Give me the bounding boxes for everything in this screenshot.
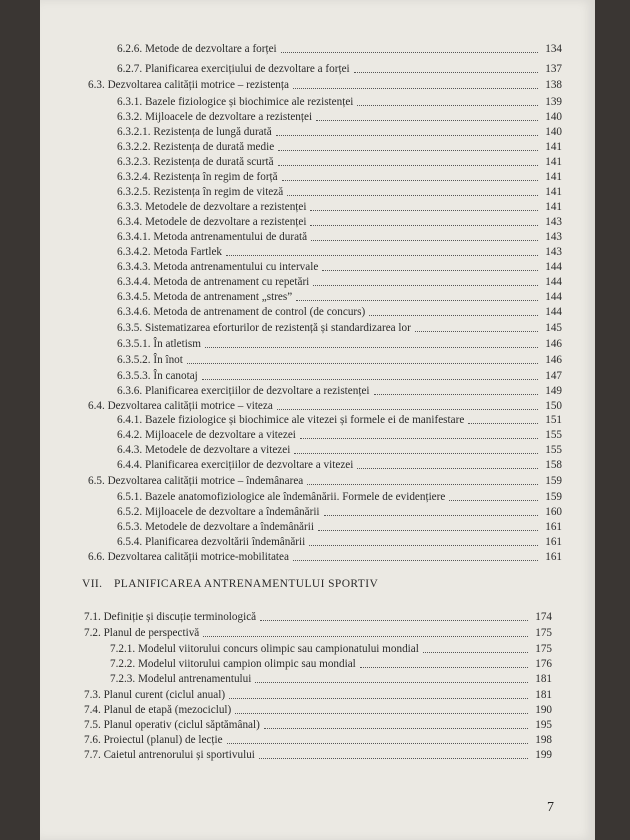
dot-leader [259, 758, 528, 759]
dot-leader [294, 453, 538, 454]
toc-entry [117, 42, 562, 57]
toc-entry-page: 147 [545, 370, 562, 382]
toc-entry [84, 733, 552, 748]
toc-entry-page: 175 [535, 643, 552, 655]
toc-entry [117, 95, 562, 110]
toc-entry [110, 642, 552, 657]
toc-entry-page: 138 [545, 79, 562, 91]
toc-entry [117, 321, 562, 336]
toc-entry-page: 159 [545, 475, 562, 487]
toc-entry-page: 155 [545, 429, 562, 441]
dot-leader [260, 620, 528, 621]
toc-entry-page: 140 [545, 126, 562, 138]
toc-entry-page: 198 [535, 734, 552, 746]
toc-entry [117, 535, 562, 550]
dot-leader [310, 225, 538, 226]
dot-leader [307, 484, 538, 485]
dot-leader [311, 240, 538, 241]
toc-entry [117, 245, 562, 260]
toc-entry-page: 161 [545, 521, 562, 533]
chapter-title: PLANIFICAREA ANTRENAMENTULUI SPORTIV [114, 578, 379, 590]
toc-entry [117, 505, 562, 520]
toc-entry-title: 7.1. Definiție și discuție terminologică [84, 611, 257, 623]
toc-entry [117, 275, 562, 290]
toc-entry-page: 181 [535, 673, 552, 685]
toc-entry-title: 6.4. Dezvoltarea calității motrice – viteza [88, 400, 273, 412]
toc-entry-page: 175 [535, 627, 552, 639]
dot-leader [255, 682, 528, 683]
toc-entry [117, 185, 562, 200]
toc-entry [117, 170, 562, 185]
toc-entry [84, 718, 552, 733]
toc-entry [84, 610, 552, 625]
toc-entry [84, 688, 552, 703]
toc-entry [117, 200, 562, 215]
dot-leader [229, 698, 528, 699]
toc-entry-title: 6.3.4.3. Metoda antrenamentului cu intervale [117, 261, 319, 273]
toc-entry-title: 6.4.3. Metodele de dezvoltare a vitezei [117, 444, 291, 456]
toc-entry-title: 6.6. Dezvoltarea calității motrice-mobilitatea [88, 551, 289, 563]
toc-entry-page: 141 [545, 171, 562, 183]
toc-entry [117, 305, 562, 320]
dot-leader [318, 530, 538, 531]
dot-leader [322, 270, 538, 271]
toc-entry-title: 6.3.4. Metodele de dezvoltare a rezistenței [117, 216, 307, 228]
dot-leader [300, 438, 538, 439]
dot-leader [293, 88, 538, 89]
toc-entry-title: 7.2. Planul de perspectivă [84, 627, 200, 639]
toc-entry [117, 443, 562, 458]
chapter-number: VII. [82, 578, 103, 590]
toc-entry-title: 6.3. Dezvoltarea calității motrice – rezistența [88, 79, 289, 91]
toc-entry-title: 6.3.2. Mijloacele de dezvoltare a rezistenței [117, 111, 313, 123]
book-page [40, 0, 595, 840]
toc-entry-page: 176 [535, 658, 552, 670]
toc-entry-page: 144 [545, 306, 562, 318]
toc-entry-page: 149 [545, 385, 562, 397]
toc-entry [117, 125, 562, 140]
dot-leader [354, 72, 538, 73]
toc-entry [117, 230, 562, 245]
toc-entry-page: 144 [545, 291, 562, 303]
dot-leader [313, 285, 538, 286]
toc-entry [117, 155, 562, 170]
toc-entry [117, 290, 562, 305]
toc-entry-page: 158 [545, 459, 562, 471]
toc-entry-title: 6.3.4.5. Metoda de antrenament „stres” [117, 291, 293, 303]
toc-entry-page: 150 [545, 400, 562, 412]
toc-entry-page: 151 [545, 414, 562, 426]
toc-entry-title: 6.3.1. Bazele fiziologice și biochimice ale rezistenței [117, 96, 354, 108]
toc-entry-title: 6.3.4.4. Metoda de antrenament cu repetări [117, 276, 310, 288]
dot-leader [227, 743, 528, 744]
toc-entry [117, 369, 562, 384]
toc-entry-title: 6.3.5.2. În înot [117, 354, 183, 366]
dot-leader [357, 105, 538, 106]
dot-leader [264, 728, 528, 729]
toc-entry-page: 137 [545, 63, 562, 75]
toc-entry-title: 7.7. Caietul antrenorului și sportivului [84, 749, 255, 761]
toc-entry [117, 260, 562, 275]
toc-entry [84, 748, 552, 763]
toc-entry [117, 458, 562, 473]
toc-entry-page: 181 [535, 689, 552, 701]
toc-entry-page: 174 [535, 611, 552, 623]
toc-entry [117, 413, 562, 428]
toc-entry [88, 78, 562, 93]
toc-entry-title: 7.3. Planul curent (ciclul anual) [84, 689, 226, 701]
toc-entry-title: 6.3.2.5. Rezistența în regim de viteză [117, 186, 284, 198]
toc-entry [117, 215, 562, 230]
toc-entry-page: 146 [545, 354, 562, 366]
toc-entry-title: 6.3.2.2. Rezistența de durată medie [117, 141, 275, 153]
toc-entry-page: 143 [545, 231, 562, 243]
dot-leader [293, 560, 538, 561]
toc-entry-page: 140 [545, 111, 562, 123]
toc-entry-page: 160 [545, 506, 562, 518]
dot-leader [287, 195, 538, 196]
toc-entry-page: 161 [545, 536, 562, 548]
toc-entry [110, 672, 552, 687]
toc-entry-page: 143 [545, 216, 562, 228]
toc-entry-title: 6.2.7. Planificarea exercițiului de dezvoltare a forței [117, 63, 350, 75]
dot-leader [187, 363, 538, 364]
toc-entry-title: 6.3.5. Sistematizarea eforturilor de rezistență și standardizarea lor [117, 322, 411, 334]
toc-entry-title: 6.3.2.1. Rezistența de lungă durată [117, 126, 272, 138]
toc-entry-title: 6.4.1. Bazele fiziologice și biochimice ale vitezei și formele ei de manifestare [117, 414, 465, 426]
page-number: 7 [547, 800, 554, 815]
dot-leader [415, 331, 538, 332]
toc-entry-title: 7.2.3. Modelul antrenamentului [110, 673, 252, 685]
toc-entry [117, 384, 562, 399]
toc-entry-page: 144 [545, 261, 562, 273]
toc-entry [88, 474, 562, 489]
toc-entry-title: 7.5. Planul operativ (ciclul săptămânal) [84, 719, 260, 731]
toc-entry [88, 399, 562, 414]
toc-entry-page: 141 [545, 186, 562, 198]
toc-entry-title: 6.5.3. Metodele de dezvoltare a îndemânării [117, 521, 314, 533]
toc-entry-page: 199 [535, 749, 552, 761]
dot-leader [202, 379, 538, 380]
toc-entry [117, 520, 562, 535]
dot-leader [205, 347, 538, 348]
dot-leader [276, 135, 538, 136]
toc-entry [117, 490, 562, 505]
toc-entry [84, 703, 552, 718]
dot-leader [374, 394, 538, 395]
toc-entry [117, 110, 562, 125]
toc-entry [117, 428, 562, 443]
toc-entry-title: 7.4. Planul de etapă (mezociclul) [84, 704, 232, 716]
toc-entry-title: 6.3.2.3. Rezistența de durată scurtă [117, 156, 274, 168]
toc-entry-page: 146 [545, 338, 562, 350]
toc-entry-title: 6.3.6. Planificarea exercițiilor de dezvoltare a rezistenței [117, 385, 370, 397]
toc-entry [117, 62, 562, 77]
toc-entry-title: 6.3.4.1. Metoda antrenamentului de durată [117, 231, 308, 243]
toc-entry-title: 6.5.2. Mijloacele de dezvoltare a îndemânării [117, 506, 320, 518]
toc-entry [117, 353, 562, 368]
toc-entry-page: 139 [545, 96, 562, 108]
toc-entry-page: 190 [535, 704, 552, 716]
dot-leader [324, 515, 538, 516]
dot-leader [369, 315, 538, 316]
dot-leader [278, 150, 538, 151]
dot-leader [235, 713, 528, 714]
toc-entry-page: 141 [545, 141, 562, 153]
toc-entry-page: 145 [545, 322, 562, 334]
toc-entry-title: 6.3.2.4. Rezistența în regim de forță [117, 171, 278, 183]
toc-entry-title: 6.5.4. Planificarea dezvoltării îndemânării [117, 536, 306, 548]
toc-entry-title: 6.2.6. Metode de dezvoltare a forței [117, 43, 277, 55]
toc-entry-title: 6.3.5.3. În canotaj [117, 370, 198, 382]
toc-entry-page: 144 [545, 276, 562, 288]
toc-entry [88, 550, 562, 565]
toc-entry-title: 6.3.5.1. În atletism [117, 338, 201, 350]
dot-leader [278, 165, 538, 166]
dot-leader [296, 300, 538, 301]
toc-entry-title: 6.4.2. Mijloacele de dezvoltare a vitezei [117, 429, 296, 441]
dot-leader [316, 120, 538, 121]
toc-entry [117, 140, 562, 155]
toc-entry-page: 195 [535, 719, 552, 731]
dot-leader [282, 180, 538, 181]
dot-leader [281, 52, 538, 53]
toc-entry-title: 7.6. Proiectul (planul) de lecție [84, 734, 223, 746]
dot-leader [309, 545, 538, 546]
chapter-heading [82, 578, 378, 590]
toc-entry-title: 6.5. Dezvoltarea calității motrice – îndemânarea [88, 475, 304, 487]
dot-leader [310, 210, 538, 211]
dot-leader [277, 409, 538, 410]
toc-entry-page: 141 [545, 201, 562, 213]
toc-entry-page: 141 [545, 156, 562, 168]
dot-leader [203, 636, 528, 637]
toc-entry-title: 7.2.1. Modelul viitorului concurs olimpic sau campionatului mondial [110, 643, 419, 655]
toc-entry-page: 134 [545, 43, 562, 55]
toc-entry-title: 6.4.4. Planificarea exercițiilor de dezvoltare a vitezei [117, 459, 354, 471]
toc-entry [84, 626, 552, 641]
toc-entry-page: 161 [545, 551, 562, 563]
toc-entry [110, 657, 552, 672]
toc-entry-page: 155 [545, 444, 562, 456]
dot-leader [360, 667, 528, 668]
dot-leader [357, 468, 538, 469]
dot-leader [423, 652, 528, 653]
toc-entry-title: 6.3.3. Metodele de dezvoltare a rezistenței [117, 201, 307, 213]
dot-leader [449, 500, 538, 501]
toc-entry-title: 6.3.4.6. Metoda de antrenament de control (de concurs) [117, 306, 366, 318]
dot-leader [226, 255, 538, 256]
toc-entry-title: 6.3.4.2. Metoda Fartlek [117, 246, 223, 258]
dot-leader [468, 423, 538, 424]
toc-entry-page: 159 [545, 491, 562, 503]
toc-entry-title: 6.5.1. Bazele anatomofiziologice ale îndemânării. Formele de evidențiere [117, 491, 446, 503]
toc-entry-page: 143 [545, 246, 562, 258]
toc-entry-title: 7.2.2. Modelul viitorului campion olimpic sau mondial [110, 658, 356, 670]
toc-entry [117, 337, 562, 352]
